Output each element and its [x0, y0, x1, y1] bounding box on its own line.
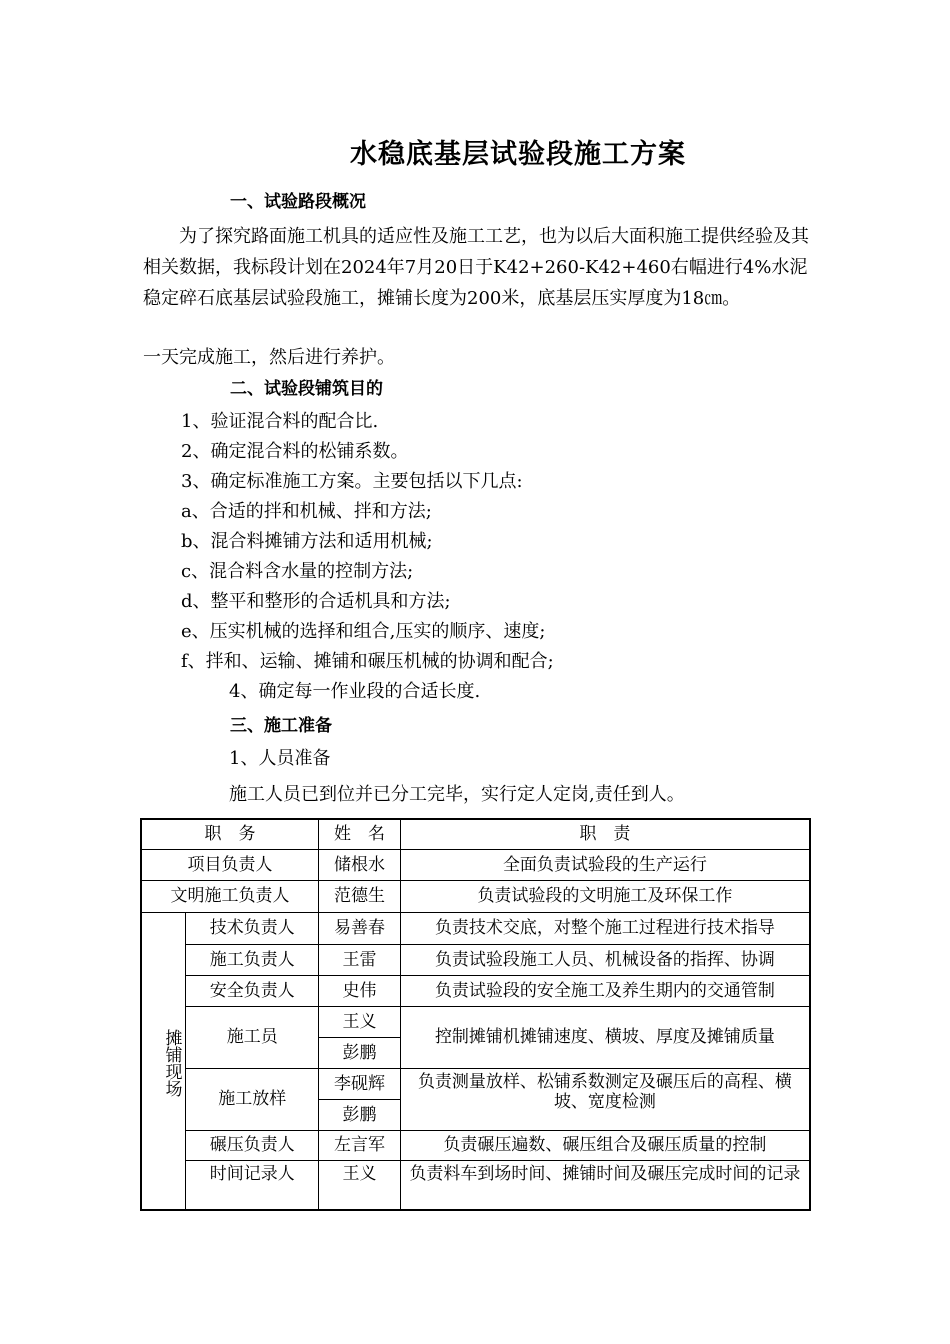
duty-cell: 负责试验段的文明施工及环保工作	[400, 880, 810, 912]
role-cell: 施工放样	[186, 1068, 319, 1130]
purpose-item-c: c、混合料含水量的控制方法;	[181, 561, 414, 582]
table-row	[141, 975, 810, 1006]
name-cell: 范德生	[319, 880, 401, 912]
duty-cell: 负责碾压遍数、碾压组合及碾压质量的控制	[400, 1130, 810, 1160]
duty-cell: 负责技术交底，对整个施工过程进行技术指导	[400, 912, 810, 944]
duty-cell: 全面负责试验段的生产运行	[400, 849, 810, 880]
purpose-item-a: a、合适的拌和机械、拌和方法;	[181, 501, 432, 522]
section1-line2: 一天完成施工，然后进行养护。	[143, 347, 395, 368]
header-duty: 职 责	[400, 819, 810, 849]
table-row	[141, 880, 810, 912]
purpose-item-b: b、混合料摊铺方法和适用机械;	[181, 531, 433, 552]
name-cell: 史伟	[319, 975, 401, 1006]
duty-cell: 负责测量放样、松铺系数测定及碾压后的高程、横坡、宽度检测	[400, 1068, 810, 1130]
group-label-cell: 摊铺现场	[141, 912, 186, 1210]
header-name: 姓 名	[319, 819, 401, 849]
section2-heading: 二、试验段铺筑目的	[230, 379, 383, 399]
name-cell: 王义	[319, 1006, 401, 1037]
role-cell: 施工负责人	[186, 944, 319, 975]
role-cell: 施工员	[186, 1006, 319, 1068]
section3-heading: 三、施工准备	[230, 716, 332, 736]
duty-cell: 负责料车到场时间、摊铺时间及碾压完成时间的记录	[400, 1160, 810, 1210]
table-row	[141, 1068, 810, 1099]
name-cell: 彭鹏	[319, 1099, 401, 1130]
document-title: 水稳底基层试验段施工方案	[350, 139, 686, 170]
purpose-item-2: 2、确定混合料的松铺系数。	[181, 441, 409, 462]
staff-table	[140, 818, 811, 1211]
table-row	[141, 1130, 810, 1160]
section3-note: 施工人员已到位并已分工完毕，实行定人定岗,责任到人。	[229, 784, 685, 805]
name-cell: 彭鹏	[319, 1037, 401, 1068]
duty-cell: 负责试验段的安全施工及养生期内的交通管制	[400, 975, 810, 1006]
name-cell: 王义	[319, 1160, 401, 1210]
role-cell: 时间记录人	[186, 1160, 319, 1210]
name-cell: 易善春	[319, 912, 401, 944]
purpose-item-4: 4、确定每一作业段的合适长度.	[229, 681, 481, 702]
role-cell: 文明施工负责人	[141, 880, 319, 912]
role-cell: 技术负责人	[186, 912, 319, 944]
purpose-item-1: 1、验证混合料的配合比.	[181, 411, 379, 432]
name-cell: 王雷	[319, 944, 401, 975]
table-row	[141, 849, 810, 880]
role-cell: 碾压负责人	[186, 1130, 319, 1160]
table-row	[141, 1006, 810, 1037]
purpose-item-d: d、整平和整形的合适机具和方法;	[181, 591, 451, 612]
table-header-row	[141, 819, 810, 849]
duty-cell: 负责试验段施工人员、机械设备的指挥、协调	[400, 944, 810, 975]
header-role: 职 务	[141, 819, 319, 849]
name-cell: 储根水	[319, 849, 401, 880]
table-row	[141, 944, 810, 975]
purpose-item-3: 3、确定标准施工方案。主要包括以下几点:	[181, 471, 523, 492]
role-cell: 安全负责人	[186, 975, 319, 1006]
section3-sub1: 1、人员准备	[229, 748, 331, 769]
purpose-item-f: f、拌和、运输、摊铺和碾压机械的协调和配合;	[181, 651, 554, 672]
table-row	[141, 1160, 810, 1210]
section1-paragraph: 为了探究路面施工机具的适应性及施工工艺，也为以后大面积施工提供经验及其相关数据，我标段计划在2024年7月20日于K42+260-K42+460右幅进行4%水泥稳定碎石底基层试验段施工，摊铺长度为200米，底基层压实厚度为18㎝。	[143, 226, 809, 309]
purpose-item-e: e、压实机械的选择和组合,压实的顺序、速度;	[181, 621, 546, 642]
role-cell: 项目负责人	[141, 849, 319, 880]
name-cell: 李砚辉	[319, 1068, 401, 1099]
section1-heading: 一、试验路段概况	[230, 192, 366, 212]
duty-cell: 控制摊铺机摊铺速度、横坡、厚度及摊铺质量	[400, 1006, 810, 1068]
table-row	[141, 912, 810, 944]
name-cell: 左言军	[319, 1130, 401, 1160]
